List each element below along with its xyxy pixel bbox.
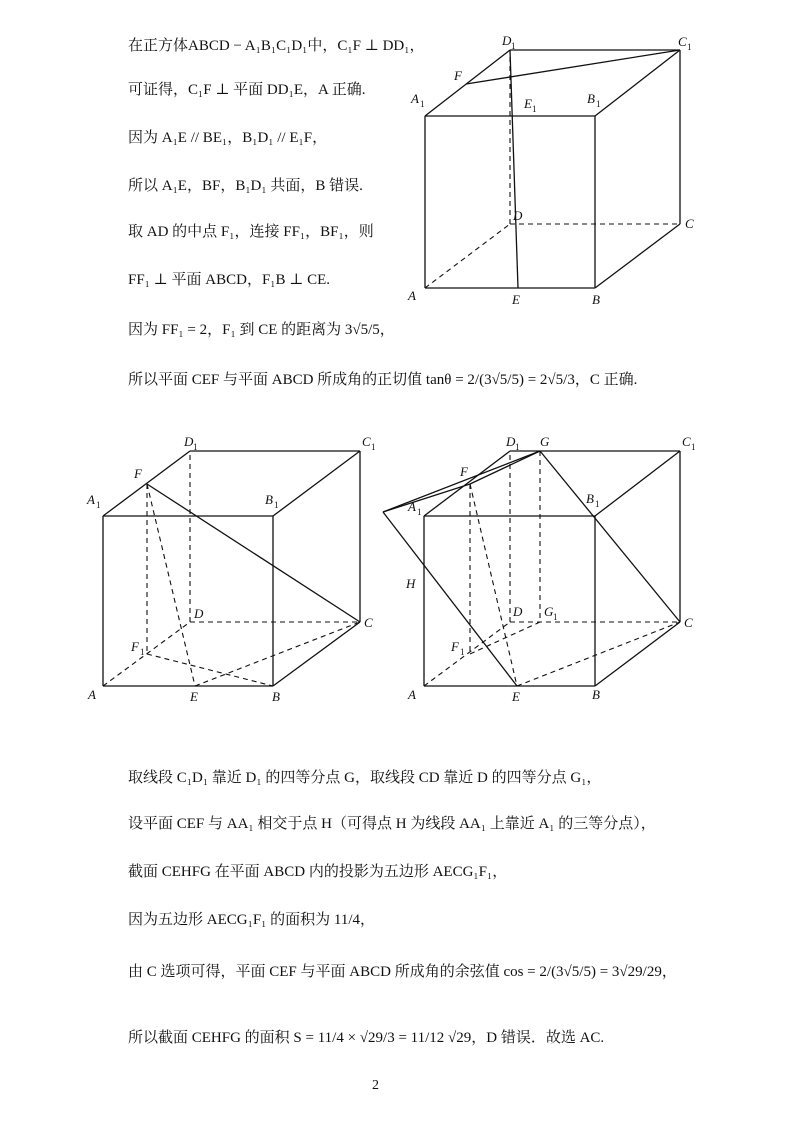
text-line-7: 因为 FF₁ = 2，F₁ 到 CE 的距离为 3√5/5，	[128, 322, 395, 338]
label-sub: 1	[553, 612, 558, 622]
label-sub: 1	[687, 42, 692, 52]
page-number: 2	[372, 1078, 379, 1093]
label-F: F	[134, 466, 142, 481]
label-F1: F	[131, 639, 139, 654]
label-F: F	[454, 68, 462, 83]
label-sub: 1	[515, 442, 520, 452]
figure-cube-2	[80, 428, 400, 708]
figure-cube-3	[375, 428, 715, 708]
label-sub: 1	[140, 647, 145, 657]
label-G: G	[540, 434, 550, 449]
label-D1: D	[184, 434, 194, 449]
label-B1: B	[586, 491, 594, 506]
label-D1: D	[506, 434, 516, 449]
label-B: B	[592, 687, 600, 702]
label-sub: 1	[460, 647, 465, 657]
label-F: F	[460, 464, 468, 479]
text-line-9: 取线段 C₁D₁ 靠近 D₁ 的四等分点 G，取线段 CD 靠近 D 的四等分点 G₁，	[128, 770, 602, 786]
label-sub: 1	[532, 104, 537, 114]
label-sub: 1	[96, 500, 101, 510]
label-A: A	[88, 687, 96, 702]
label-D1: D	[502, 33, 512, 48]
label-A: A	[408, 687, 416, 702]
label-C1: C	[682, 434, 691, 449]
label-D: D	[513, 208, 523, 223]
label-E: E	[512, 292, 520, 307]
text-line-2: 可证得，C₁F ⊥ 平面 DD₁E，A 正确.	[128, 82, 366, 98]
label-sub: 1	[420, 99, 425, 109]
label-H: H	[406, 576, 416, 591]
label-E: E	[190, 689, 198, 704]
text-line-14: 所以截面 CEHFG 的面积 S = 11/4 × √29/3 = 11/12 √29，D 错误．故选 AC.	[128, 1030, 605, 1046]
text-line-5: 取 AD 的中点 F₁，连接 FF₁，BF₁，则	[128, 224, 374, 240]
label-B: B	[592, 292, 600, 307]
label-sub: 1	[274, 500, 279, 510]
label-sub: 1	[596, 99, 601, 109]
label-sub: 1	[595, 499, 600, 509]
label-sub: 1	[511, 41, 516, 51]
label-A1: A	[411, 91, 419, 106]
label-B1: B	[587, 91, 595, 106]
label-C: C	[364, 615, 373, 630]
label-G1: G	[544, 604, 554, 619]
label-C1: C	[362, 434, 371, 449]
label-C1: C	[678, 34, 687, 49]
text-line-8: 所以平面 CEF 与平面 ABCD 所成角的正切值 tanθ = 2/(3√5/5) = 2√5/3，C 正确.	[128, 372, 638, 388]
label-F1: F	[451, 639, 459, 654]
text-line-10: 设平面 CEF 与 AA₁ 相交于点 H（可得点 H 为线段 AA₁ 上靠近 A₁ 的三等分点），	[128, 816, 656, 832]
text-line-3: 因为 A₁E // BE₁，B₁D₁ // E₁F，	[128, 130, 328, 146]
label-sub: 1	[691, 442, 696, 452]
text-line-1: 在正方体ABCD − A₁B₁C₁D₁中，C₁F ⊥ DD₁，	[128, 38, 425, 54]
text-line-4: 所以 A₁E，BF，B₁D₁ 共面，B 错误.	[128, 178, 363, 194]
label-sub: 1	[193, 442, 198, 452]
label-D: D	[513, 604, 523, 619]
text-line-13: 由 C 选项可得，平面 CEF 与平面 ABCD 所成角的余弦值 cos = 2/(3√5/5) = 3√29/29，	[128, 964, 677, 980]
label-D: D	[194, 606, 204, 621]
text-line-11: 截面 CEHFG 在平面 ABCD 内的投影为五边形 AECG₁F₁，	[128, 864, 508, 880]
figure-cube-1	[400, 28, 710, 318]
label-sub: 1	[371, 442, 376, 452]
label-E: E	[512, 689, 520, 704]
label-E1: E	[524, 96, 532, 111]
label-A1: A	[87, 492, 95, 507]
text-line-12: 因为五边形 AECG₁F₁ 的面积为 11/4，	[128, 912, 375, 928]
label-B: B	[272, 689, 280, 704]
label-A: A	[408, 288, 416, 303]
label-C: C	[685, 216, 694, 231]
label-A1: A	[408, 499, 416, 514]
text-line-6: FF₁ ⊥ 平面 ABCD，F₁B ⊥ CE.	[128, 272, 331, 288]
label-sub: 1	[417, 507, 422, 517]
label-B1: B	[265, 492, 273, 507]
label-C: C	[684, 615, 693, 630]
